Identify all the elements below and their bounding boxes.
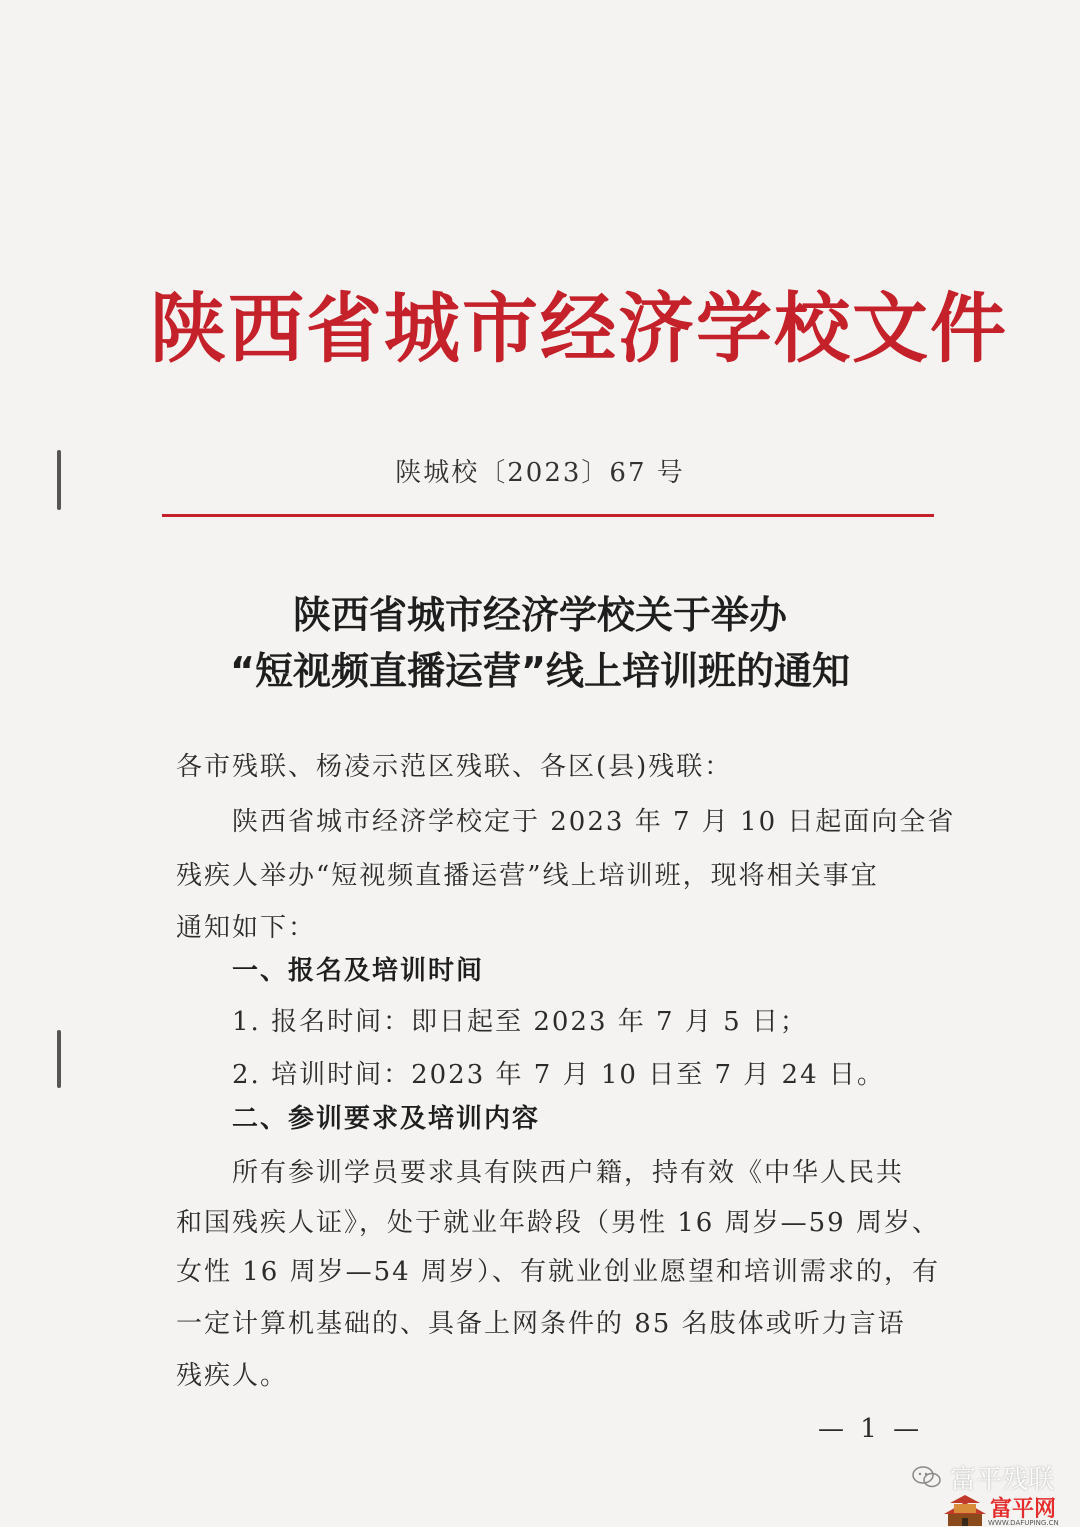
logo-text: 富平网: [990, 1496, 1057, 1522]
pagoda-logo-icon: [942, 1492, 988, 1527]
intro-line-3: 通知如下：: [176, 913, 317, 943]
salutation: 各市残联、杨凌示范区残联、各区(县)残联：: [176, 752, 733, 782]
red-divider-line: [162, 514, 934, 517]
section-1-item-2: 2. 培训时间：2023 年 7 月 10 日至 7 月 24 日。: [232, 1060, 885, 1090]
section-2-line-3: 女性 16 周岁—54 周岁）、有就业创业愿望和培训需求的，有: [176, 1257, 940, 1287]
section-1-heading: 一、报名及培训时间: [232, 956, 485, 986]
wechat-watermark: [912, 1460, 1054, 1494]
notice-title-line-1: 陕西省城市经济学校关于举办: [292, 593, 787, 637]
document-masthead: 陕西省城市经济学校文件: [150, 284, 1008, 373]
section-2-line-5: 残疾人。: [176, 1361, 289, 1391]
section-2-line-1: 所有参训学员要求具有陕西户籍，持有效《中华人民共: [232, 1158, 905, 1188]
wechat-icon: [912, 1465, 942, 1489]
section-1-item-1: 1. 报名时间：即日起至 2023 年 7 月 5 日；: [232, 1007, 808, 1037]
section-2-line-4: 一定计算机基础的、具备上网条件的 85 名肢体或听力言语: [176, 1309, 906, 1339]
document-number: 陕城校〔2023〕67 号: [395, 458, 685, 488]
page-number: — 1 —: [818, 1414, 924, 1444]
watermark-text: 富平残联: [950, 1464, 1055, 1495]
staple-mark-bottom: [57, 1030, 61, 1088]
section-2-line-2: 和国残疾人证》，处于就业年龄段（男性 16 周岁—59 周岁、: [176, 1208, 940, 1238]
section-2-heading: 二、参训要求及培训内容: [232, 1104, 541, 1134]
logo-url: WWW.DAFUPING.CN: [988, 1519, 1059, 1527]
intro-line-1: 陕西省城市经济学校定于 2023 年 7 月 10 日起面向全省: [232, 807, 956, 837]
notice-title-line-2: “短视频直播运营”线上培训班的通知: [230, 649, 850, 693]
intro-line-2: 残疾人举办“短视频直播运营”线上培训班，现将相关事宜: [176, 861, 879, 891]
